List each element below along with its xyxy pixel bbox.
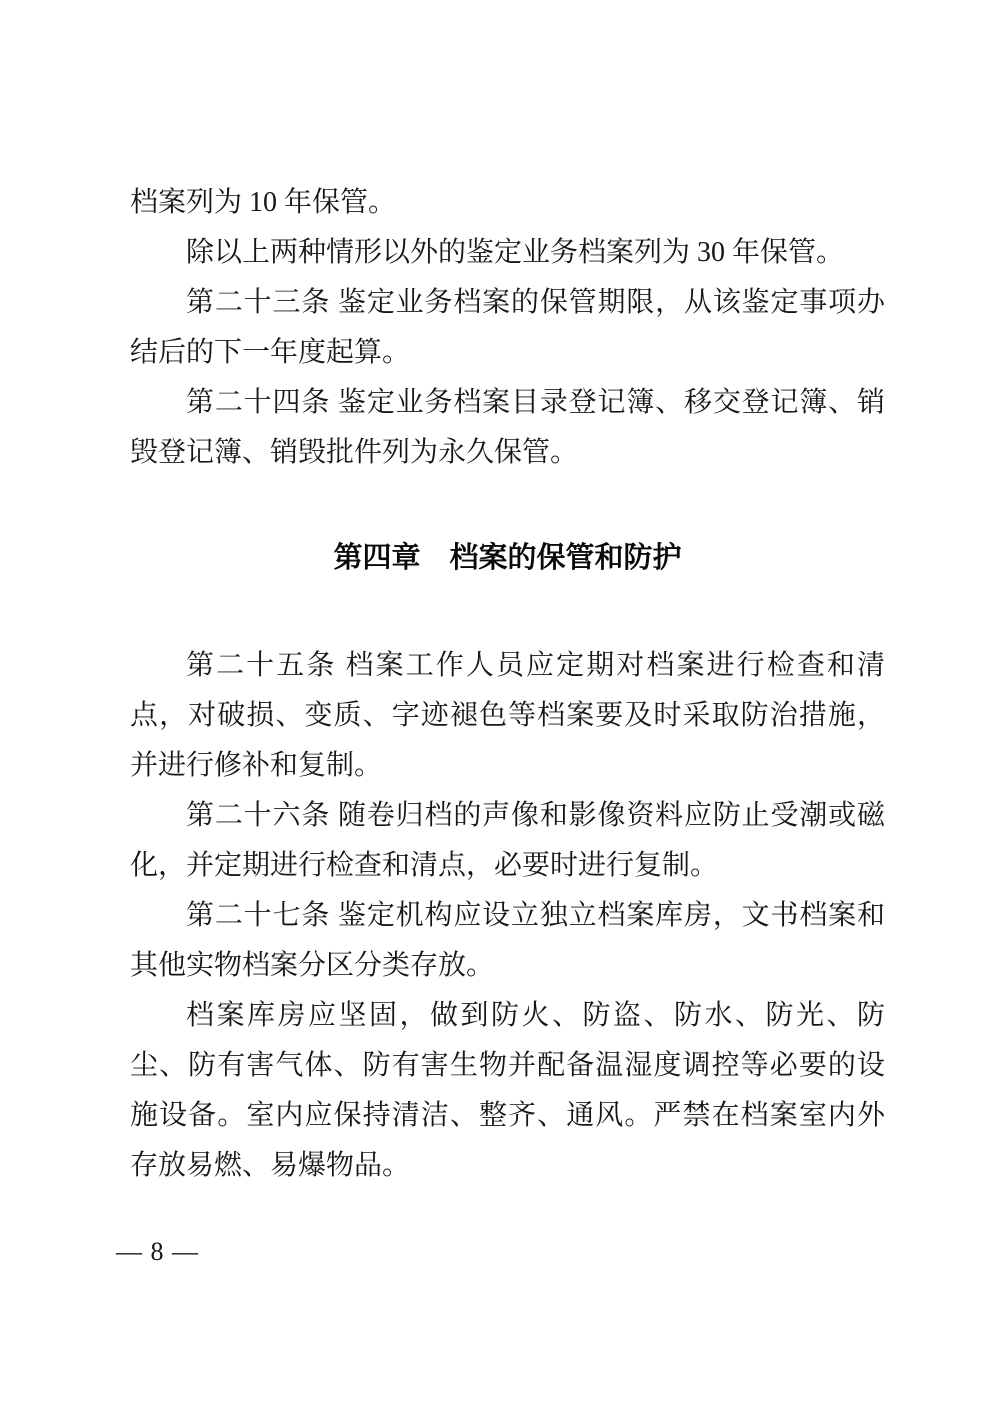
paragraph-article-25: 第二十五条 档案工作人员应定期对档案进行检查和清点，对破损、变质、字迹褪色等档案要及时采取防治措施，并进行修补和复制。 xyxy=(130,650,885,781)
paragraph-article-26: 第二十六条 随卷归档的声像和影像资料应防止受潮或磁化，并定期进行检查和清点，必要时进行复制。 xyxy=(130,800,885,881)
chapter-heading: 第四章 档案的保管和防护 xyxy=(333,542,682,574)
page-number: — 8 — xyxy=(116,1237,199,1266)
paragraph-article-27: 第二十七条 鉴定机构应设立独立档案库房，文书档案和其他实物档案分区分类存放。 xyxy=(130,900,885,981)
paragraph-continuation: 档案列为 10 年保管。 xyxy=(130,187,397,218)
paragraph: 除以上两种情形以外的鉴定业务档案列为 30 年保管。 xyxy=(186,237,845,268)
paragraph-article-24: 第二十四条 鉴定业务档案目录登记簿、移交登记簿、销毁登记簿、销毁批件列为永久保管。 xyxy=(130,387,885,468)
paragraph: 档案库房应坚固，做到防火、防盗、防水、防光、防尘、防有害气体、防有害生物并配备温湿度调控等必要的设施设备。室内应保持清洁、整齐、通风。严禁在档案室内外存放易燃、易爆物品。 xyxy=(130,1000,885,1181)
document-body xyxy=(130,178,885,1191)
paragraph-article-23: 第二十三条 鉴定业务档案的保管期限，从该鉴定事项办结后的下一年度起算。 xyxy=(130,287,885,368)
